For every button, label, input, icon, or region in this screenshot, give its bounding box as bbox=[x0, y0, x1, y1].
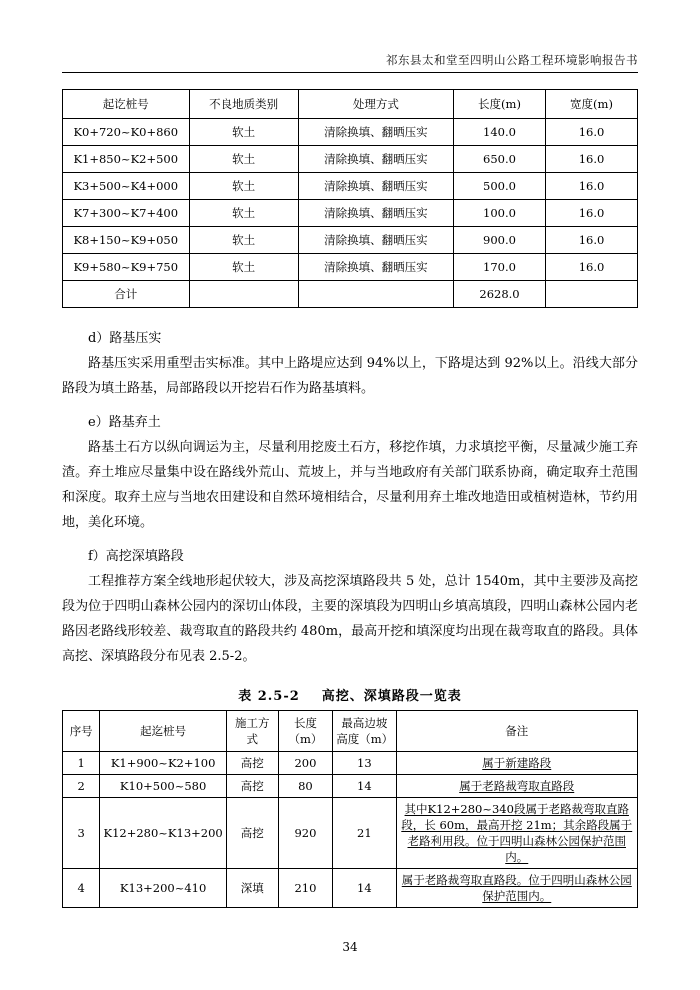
cell-treatment: 清除换填、翻晒压实 bbox=[298, 119, 453, 146]
column-header-geology: 不良地质类别 bbox=[189, 90, 298, 119]
cell-stake: K8+150~K9+050 bbox=[63, 227, 190, 254]
table2-caption bbox=[62, 683, 638, 710]
cell-length: 920 bbox=[278, 798, 333, 869]
cell-width: 16.0 bbox=[546, 173, 638, 200]
cell-no: 3 bbox=[63, 798, 100, 869]
cell-method: 高挖 bbox=[226, 775, 278, 798]
table-row bbox=[63, 200, 638, 227]
cell-stake: K7+300~K7+400 bbox=[63, 200, 190, 227]
cell-stake: K1+900~K2+100 bbox=[100, 752, 227, 775]
cell-width: 16.0 bbox=[546, 146, 638, 173]
table-row bbox=[63, 146, 638, 173]
header-divider bbox=[62, 72, 638, 73]
cell-width: 16.0 bbox=[546, 254, 638, 281]
cell-length: 900.0 bbox=[454, 227, 546, 254]
cell-no: 4 bbox=[63, 869, 100, 908]
cell-treatment: 清除换填、翻晒压实 bbox=[298, 200, 453, 227]
cell-treatment: 清除换填、翻晒压实 bbox=[298, 227, 453, 254]
cell-length: 100.0 bbox=[454, 200, 546, 227]
column-header-width: 宽度(m) bbox=[546, 90, 638, 119]
cell-geology: 软土 bbox=[189, 173, 298, 200]
column-header-max-slope-height: 最高边坡高度（m） bbox=[333, 711, 396, 752]
section-f-title: f）高挖深填路段 bbox=[88, 549, 184, 564]
page-number: 34 bbox=[342, 940, 358, 954]
cell-method: 高挖 bbox=[226, 798, 278, 869]
cell-stake: K0+720~K0+860 bbox=[63, 119, 190, 146]
table2-caption-text: 高挖、深填路段一览表 bbox=[321, 689, 462, 704]
page-header bbox=[62, 52, 638, 72]
table2-caption-number: 表 2.5-2 bbox=[238, 689, 300, 704]
column-header-stake: 起讫桩号 bbox=[63, 90, 190, 119]
cell-remark: 其中K12+280~340段属于老路裁弯取直路段，长 60m，最高开挖 21m；其余路段属于老路利用段。位于四明山森林公园保护范围内。 bbox=[396, 798, 638, 869]
cell-length: 170.0 bbox=[454, 254, 546, 281]
cell-total-treatment bbox=[298, 281, 453, 308]
table-header-row bbox=[63, 90, 638, 119]
cell-stake: K9+580~K9+750 bbox=[63, 254, 190, 281]
cell-treatment: 清除换填、翻晒压实 bbox=[298, 173, 453, 200]
cell-width: 16.0 bbox=[546, 119, 638, 146]
column-header-no: 序号 bbox=[63, 711, 100, 752]
cell-width: 16.0 bbox=[546, 227, 638, 254]
cell-width: 16.0 bbox=[546, 200, 638, 227]
cell-treatment: 清除换填、翻晒压实 bbox=[298, 254, 453, 281]
cell-remark: 属于老路裁弯取直路段 bbox=[396, 775, 638, 798]
column-header-method: 施工方式 bbox=[226, 711, 278, 752]
cell-geology: 软土 bbox=[189, 119, 298, 146]
header-title: 祁东县太和堂至四明山公路工程环境影响报告书 bbox=[386, 53, 638, 67]
table-row bbox=[63, 173, 638, 200]
cell-length: 200 bbox=[278, 752, 333, 775]
cell-treatment: 清除换填、翻晒压实 bbox=[298, 146, 453, 173]
cell-height: 21 bbox=[333, 798, 396, 869]
column-header-length: 长度(m) bbox=[454, 90, 546, 119]
cell-remark: 属于新建路段 bbox=[396, 752, 638, 775]
section-d-title: d）路基压实 bbox=[88, 331, 162, 346]
table-row bbox=[63, 775, 638, 798]
cell-length: 80 bbox=[278, 775, 333, 798]
cell-geology: 软土 bbox=[189, 146, 298, 173]
table-row bbox=[63, 752, 638, 775]
cell-method: 高挖 bbox=[226, 752, 278, 775]
table-row bbox=[63, 798, 638, 869]
cell-length: 500.0 bbox=[454, 173, 546, 200]
table-row bbox=[63, 254, 638, 281]
cell-geology: 软土 bbox=[189, 227, 298, 254]
cell-stake: K13+200~410 bbox=[100, 869, 227, 908]
section-e-paragraph: 路基土石方以纵向调运为主，尽量利用挖废土石方，移挖作填，力求填挖平衡，尽量减少施工弃渣。弃土堆应尽量集中设在路线外荒山、荒坡上，并与当地政府有关部门联系协商，确定取弃土范围和深度。取弃土应与当地农田建设和自然环境相结合，尽量利用弃土堆改地造田或植树造林，节约用地，美化环境。 bbox=[62, 440, 638, 530]
cut-fill-section-table bbox=[62, 710, 638, 908]
cell-length: 140.0 bbox=[454, 119, 546, 146]
column-header-remark: 备注 bbox=[396, 711, 638, 752]
cell-height: 14 bbox=[333, 775, 396, 798]
table-row bbox=[63, 869, 638, 908]
cell-total-length: 2628.0 bbox=[454, 281, 546, 308]
cell-length: 210 bbox=[278, 869, 333, 908]
cell-no: 2 bbox=[63, 775, 100, 798]
cell-total-label: 合计 bbox=[63, 281, 190, 308]
cell-stake: K1+850~K2+500 bbox=[63, 146, 190, 173]
table-row bbox=[63, 119, 638, 146]
section-f-paragraph: 工程推荐方案全线地形起伏较大，涉及高挖深填路段共 5 处，总计 1540m，其中主要涉及高挖段为位于四明山森林公园内的深切山体段，主要的深填段为四明山乡填高填段，四明山森林公园内老路因老路线形较差、裁弯取直的路段共约 480m，最高开挖和填深度均出现在裁弯取直的路段。具体高挖、深填路段分布见表 2.5-2。 bbox=[62, 574, 638, 664]
cell-length: 650.0 bbox=[454, 146, 546, 173]
cell-geology: 软土 bbox=[189, 200, 298, 227]
column-header-treatment: 处理方式 bbox=[298, 90, 453, 119]
cell-stake: K12+280~K13+200 bbox=[100, 798, 227, 869]
section-d-paragraph: 路基压实采用重型击实标准。其中上路堤应达到 94%以上，下路堤达到 92%以上。沿线大部分路段为填土路基，局部路段以开挖岩石作为路基填料。 bbox=[62, 356, 638, 396]
cell-height: 13 bbox=[333, 752, 396, 775]
cell-stake: K3+500~K4+000 bbox=[63, 173, 190, 200]
column-header-stake: 起迄桩号 bbox=[100, 711, 227, 752]
cell-no: 1 bbox=[63, 752, 100, 775]
cell-height: 14 bbox=[333, 869, 396, 908]
cell-geology: 软土 bbox=[189, 254, 298, 281]
table-total-row bbox=[63, 281, 638, 308]
cell-total-geology bbox=[189, 281, 298, 308]
column-header-length: 长度（m） bbox=[278, 711, 333, 752]
table-header-row bbox=[63, 711, 638, 752]
cell-total-width bbox=[546, 281, 638, 308]
table-row bbox=[63, 227, 638, 254]
soft-soil-treatment-table bbox=[62, 89, 638, 308]
cell-method: 深填 bbox=[226, 869, 278, 908]
cell-stake: K10+500~580 bbox=[100, 775, 227, 798]
page-footer bbox=[0, 940, 700, 954]
section-e-title: e）路基弃土 bbox=[88, 415, 161, 430]
cell-remark: 属于老路裁弯取直路段。位于四明山森林公园保护范围内。 bbox=[396, 869, 638, 908]
